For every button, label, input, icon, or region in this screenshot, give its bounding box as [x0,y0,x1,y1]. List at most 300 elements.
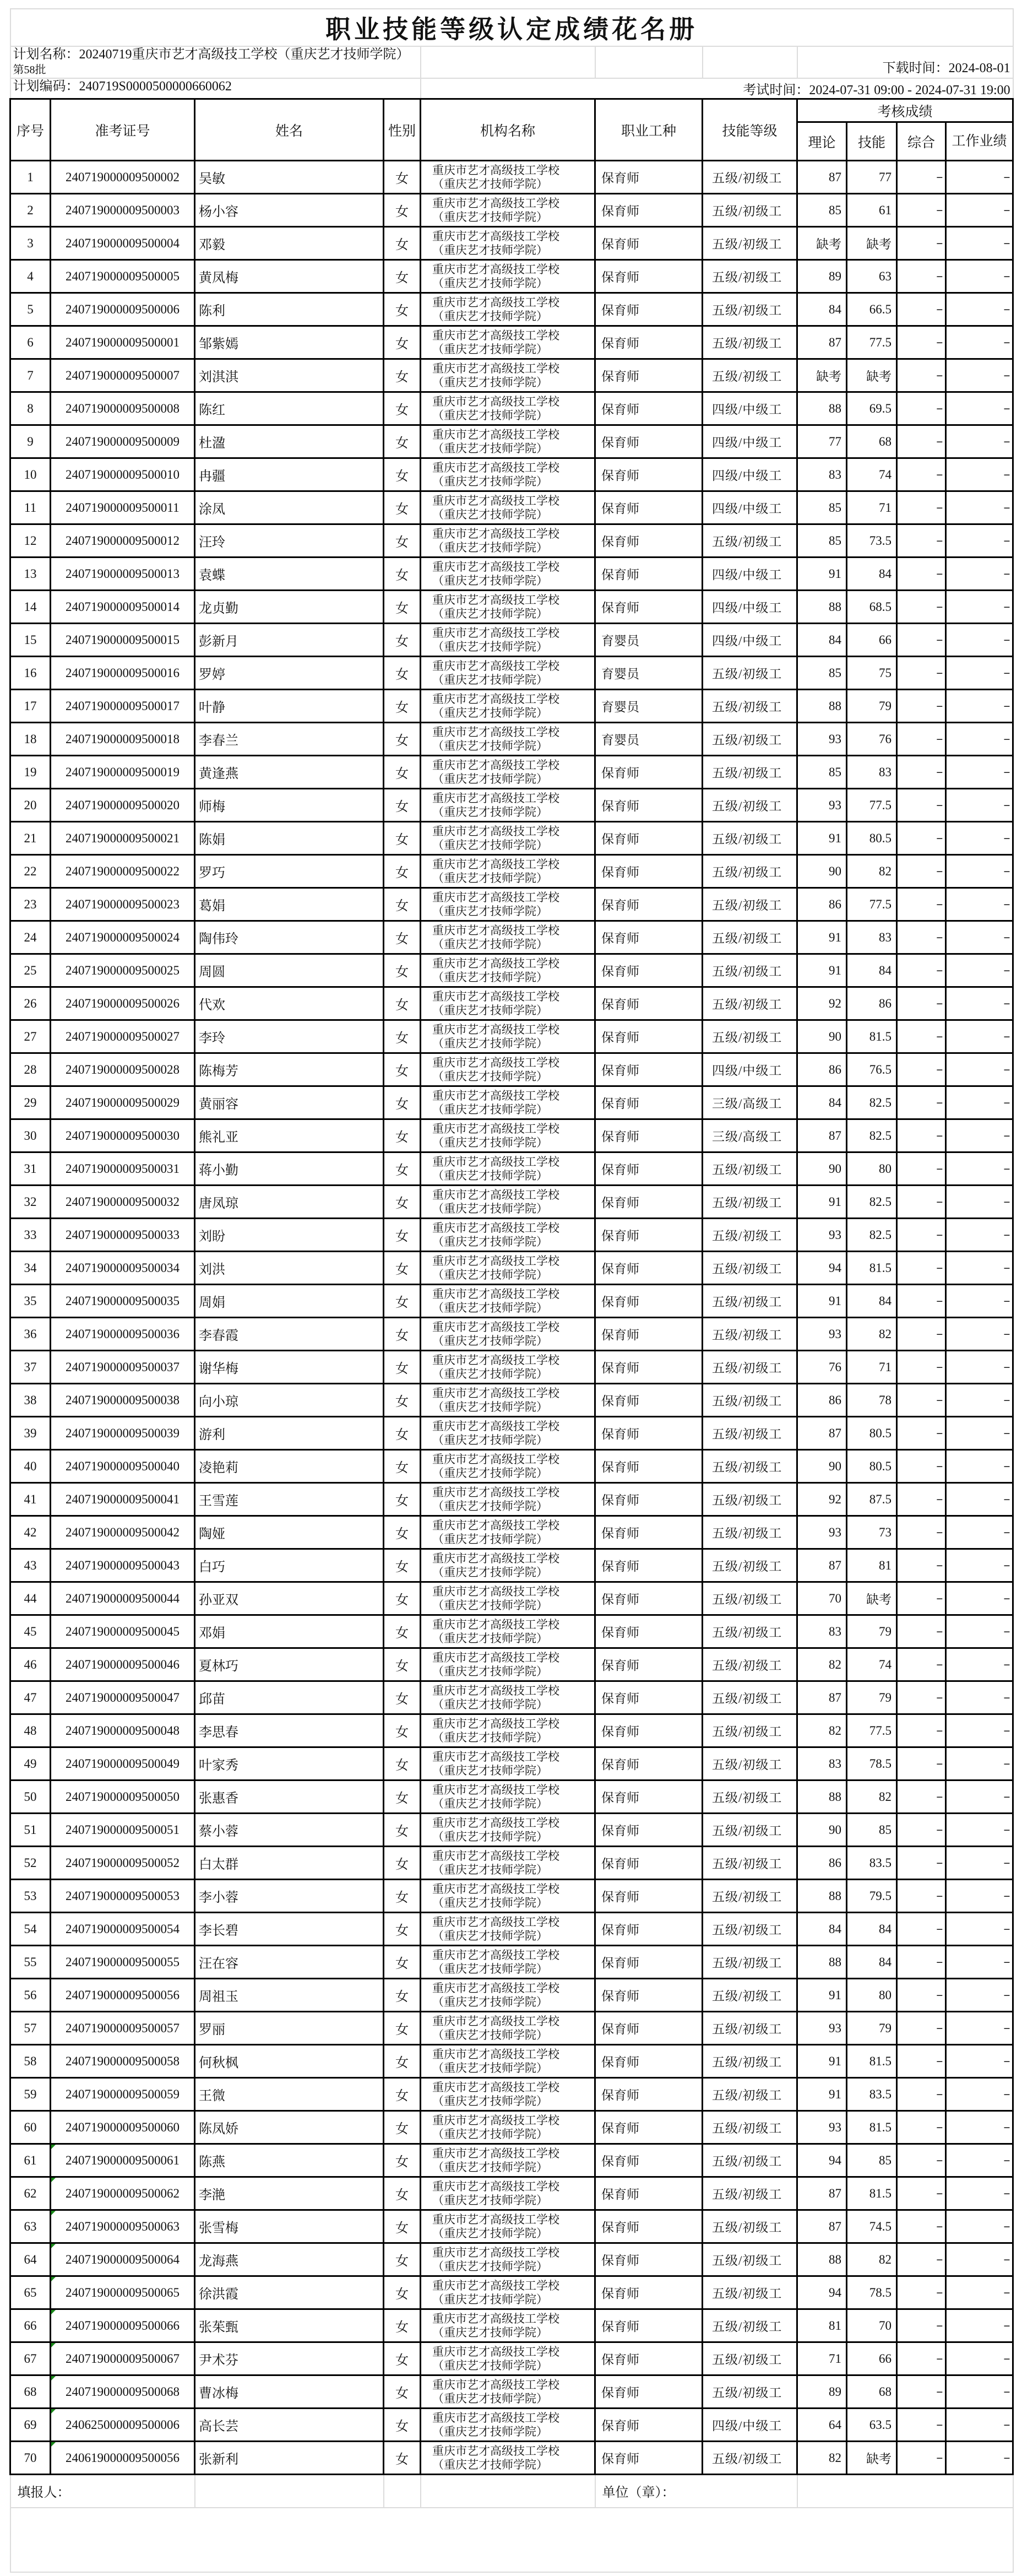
name-cell: 张茱甄 [195,2309,384,2342]
composite-score: -- [897,1318,946,1351]
skill-score: 83 [847,756,897,789]
batch-label: 第58批 [13,64,46,76]
seq-cell: 52 [10,1847,51,1880]
work-score: -- [946,1913,1013,1946]
exam-id-cell: 240719000009500050 [51,1781,195,1814]
org-cell: 重庆市艺才高级技工学校（重庆艺才技师学院） [421,1450,595,1483]
composite-score: -- [897,458,946,491]
org-cell: 重庆市艺才高级技工学校（重庆艺才技师学院） [421,425,595,458]
org-cell: 重庆市艺才高级技工学校（重庆艺才技师学院） [421,2177,595,2210]
work-score: -- [946,822,1013,855]
work-score: -- [946,1086,1013,1119]
gender-cell: 女 [384,1747,421,1781]
exam-id-cell: 240719000009500012 [51,524,195,558]
org-cell: 重庆市艺才高级技工学校（重庆艺才技师学院） [421,2210,595,2243]
table-row [10,921,1013,954]
level-cell: 五级/初级工 [703,194,797,227]
skill-score: 83 [847,921,897,954]
table-row [10,2012,1013,2045]
composite-score: -- [897,260,946,293]
seq-cell: 7 [10,359,51,392]
level-cell: 五级/初级工 [703,888,797,921]
exam-id-cell: 240719000009500006 [51,293,195,326]
org-cell: 重庆市艺才高级技工学校（重庆艺才技师学院） [421,326,595,359]
theory-score: 93 [797,1516,847,1549]
theory-score: 91 [797,921,847,954]
plan-name-cell [10,46,421,78]
org-cell: 重庆市艺才高级技工学校（重庆艺才技师学院） [421,1714,595,1747]
composite-score: -- [897,1615,946,1648]
level-cell: 五级/初级工 [703,1285,797,1318]
occupation-cell: 保育师 [595,1119,703,1152]
gender-cell: 女 [384,1417,421,1450]
exam-id-cell: 240719000009500061 [51,2144,195,2177]
table-row [10,624,1013,657]
occupation-cell: 保育师 [595,1880,703,1913]
theory-score: 91 [797,1285,847,1318]
work-score: -- [946,2243,1013,2276]
skill-score: 73 [847,1516,897,1549]
table-row [10,2442,1013,2475]
level-cell: 五级/初级工 [703,1483,797,1516]
gender-cell: 女 [384,723,421,756]
occupation-cell: 育婴员 [595,657,703,690]
composite-score: -- [897,1450,946,1483]
theory-score: 85 [797,194,847,227]
gender-cell: 女 [384,1648,421,1681]
occupation-cell: 保育师 [595,855,703,888]
composite-score: -- [897,1880,946,1913]
level-cell: 五级/初级工 [703,1714,797,1747]
gender-cell: 女 [384,1516,421,1549]
occupation-cell: 保育师 [595,1450,703,1483]
composite-score: -- [897,2210,946,2243]
header-level: 技能等级 [703,99,797,161]
level-cell: 五级/初级工 [703,723,797,756]
exam-id-cell: 240719000009500015 [51,624,195,657]
exam-id-cell: 240719000009500040 [51,1450,195,1483]
name-cell: 李玲 [195,1020,384,1053]
work-score: -- [946,1648,1013,1681]
page-title: 职业技能等级认定成绩花名册 [10,9,1013,46]
theory-score: 87 [797,1119,847,1152]
seq-cell: 9 [10,425,51,458]
name-cell: 杨小容 [195,194,384,227]
level-cell: 四级/中级工 [703,458,797,491]
download-time: 下载时间：2024-08-01 [797,46,1013,78]
org-cell: 重庆市艺才高级技工学校（重庆艺才技师学院） [421,1152,595,1186]
seq-cell: 70 [10,2442,51,2475]
name-cell: 周祖玉 [195,1979,384,2012]
composite-score: -- [897,1814,946,1847]
exam-id-cell: 240719000009500068 [51,2375,195,2409]
seq-cell: 53 [10,1880,51,1913]
name-cell: 陈红 [195,392,384,425]
work-score: -- [946,1781,1013,1814]
level-cell: 五级/初级工 [703,2210,797,2243]
occupation-cell: 育婴员 [595,723,703,756]
theory-score: 90 [797,1152,847,1186]
table-row [10,2078,1013,2111]
seq-cell: 45 [10,1615,51,1648]
seq-cell: 12 [10,524,51,558]
composite-score: -- [897,524,946,558]
gender-cell: 女 [384,524,421,558]
skill-score: 68 [847,2375,897,2409]
table-row [10,1516,1013,1549]
table-row [10,2342,1013,2375]
name-cell: 罗巧 [195,855,384,888]
gender-cell: 女 [384,2111,421,2144]
org-cell: 重庆市艺才高级技工学校（重庆艺才技师学院） [421,392,595,425]
composite-score: -- [897,1516,946,1549]
seq-cell: 48 [10,1714,51,1747]
header-theory: 理论 [797,122,847,161]
seq-cell: 68 [10,2375,51,2409]
occupation-cell: 保育师 [595,1648,703,1681]
name-cell: 涂凤 [195,491,384,524]
table-row [10,2409,1013,2442]
composite-score: -- [897,1152,946,1186]
exam-id-cell: 240719000009500028 [51,1053,195,1086]
exam-id-cell: 240719000009500001 [51,326,195,359]
exam-id-cell: 240719000009500025 [51,954,195,987]
table-row [10,657,1013,690]
exam-id-cell: 240719000009500062 [51,2177,195,2210]
exam-id-cell: 240719000009500020 [51,789,195,822]
seq-cell: 67 [10,2342,51,2375]
org-cell: 重庆市艺才高级技工学校（重庆艺才技师学院） [421,1053,595,1086]
gender-cell: 女 [384,425,421,458]
theory-score: 84 [797,1086,847,1119]
seq-cell: 65 [10,2276,51,2309]
org-cell: 重庆市艺才高级技工学校（重庆艺才技师学院） [421,2045,595,2078]
empty-cell [421,46,595,78]
org-cell: 重庆市艺才高级技工学校（重庆艺才技师学院） [421,921,595,954]
work-score: -- [946,1450,1013,1483]
table-row [10,1814,1013,1847]
theory-score: 76 [797,1351,847,1384]
table-row [10,1681,1013,1714]
seq-cell: 43 [10,1549,51,1582]
work-score: -- [946,293,1013,326]
work-score: -- [946,1053,1013,1086]
skill-score: 79 [847,2012,897,2045]
composite-score: -- [897,1681,946,1714]
gender-cell: 女 [384,1351,421,1384]
occupation-cell: 保育师 [595,2442,703,2475]
theory-score: 91 [797,1979,847,2012]
work-score: -- [946,2111,1013,2144]
gender-cell: 女 [384,1086,421,1119]
org-cell: 重庆市艺才高级技工学校（重庆艺才技师学院） [421,591,595,624]
seq-cell: 2 [10,194,51,227]
composite-score: -- [897,1714,946,1747]
exam-id-cell: 240719000009500019 [51,756,195,789]
occupation-cell: 保育师 [595,2309,703,2342]
gender-cell: 女 [384,888,421,921]
composite-score: -- [897,591,946,624]
work-score: -- [946,558,1013,591]
theory-score: 86 [797,1053,847,1086]
skill-score: 79 [847,690,897,723]
occupation-cell: 保育师 [595,491,703,524]
org-cell: 重庆市艺才高级技工学校（重庆艺才技师学院） [421,2243,595,2276]
composite-score: -- [897,1285,946,1318]
work-score: -- [946,2012,1013,2045]
occupation-cell: 保育师 [595,1152,703,1186]
occupation-cell: 保育师 [595,888,703,921]
occupation-cell: 保育师 [595,2111,703,2144]
work-score: -- [946,326,1013,359]
name-cell: 陈凤娇 [195,2111,384,2144]
work-score: -- [946,855,1013,888]
seq-cell: 14 [10,591,51,624]
name-cell: 陈梅芳 [195,1053,384,1086]
exam-id-cell: 240719000009500037 [51,1351,195,1384]
gender-cell: 女 [384,359,421,392]
org-cell: 重庆市艺才高级技工学校（重庆艺才技师学院） [421,524,595,558]
org-cell: 重庆市艺才高级技工学校（重庆艺才技师学院） [421,260,595,293]
occupation-cell: 保育师 [595,1516,703,1549]
composite-score: -- [897,690,946,723]
skill-score: 缺考 [847,2442,897,2475]
composite-score: -- [897,855,946,888]
table-row [10,1648,1013,1681]
table-row [10,1053,1013,1086]
level-cell: 五级/初级工 [703,690,797,723]
org-cell: 重庆市艺才高级技工学校（重庆艺才技师学院） [421,690,595,723]
table-row [10,1318,1013,1351]
seq-cell: 44 [10,1582,51,1615]
table-row [10,756,1013,789]
gender-cell: 女 [384,1483,421,1516]
occupation-cell: 保育师 [595,2276,703,2309]
gender-cell: 女 [384,921,421,954]
exam-id-cell: 240719000009500067 [51,2342,195,2375]
gender-cell: 女 [384,1053,421,1086]
org-cell: 重庆市艺才高级技工学校（重庆艺才技师学院） [421,491,595,524]
skill-score: 82.5 [847,1219,897,1252]
level-cell: 五级/初级工 [703,1186,797,1219]
work-score: -- [946,2177,1013,2210]
org-cell: 重庆市艺才高级技工学校（重庆艺才技师学院） [421,987,595,1020]
table-row [10,524,1013,558]
work-score: -- [946,888,1013,921]
gender-cell: 女 [384,2177,421,2210]
theory-score: 64 [797,2409,847,2442]
composite-score: -- [897,1119,946,1152]
exam-id-cell: 240719000009500065 [51,2276,195,2309]
composite-score: -- [897,161,946,194]
skill-score: 缺考 [847,1582,897,1615]
level-cell: 五级/初级工 [703,1913,797,1946]
name-cell: 李小蓉 [195,1880,384,1913]
name-cell: 邹紫嫣 [195,326,384,359]
composite-score: -- [897,987,946,1020]
skill-score: 80 [847,1152,897,1186]
level-cell: 五级/初级工 [703,2111,797,2144]
occupation-cell: 保育师 [595,756,703,789]
exam-id-cell: 240719000009500046 [51,1648,195,1681]
work-score: -- [946,1714,1013,1747]
gender-cell: 女 [384,1252,421,1285]
exam-id-cell: 240719000009500035 [51,1285,195,1318]
level-cell: 五级/初级工 [703,1351,797,1384]
name-cell: 陶伟玲 [195,921,384,954]
org-cell: 重庆市艺才高级技工学校（重庆艺才技师学院） [421,723,595,756]
table-row [10,260,1013,293]
level-cell: 五级/初级工 [703,1648,797,1681]
org-cell: 重庆市艺才高级技工学校（重庆艺才技师学院） [421,293,595,326]
theory-score: 缺考 [797,359,847,392]
seq-cell: 23 [10,888,51,921]
composite-score: -- [897,1913,946,1946]
work-score: -- [946,1119,1013,1152]
occupation-cell: 保育师 [595,1913,703,1946]
org-cell: 重庆市艺才高级技工学校（重庆艺才技师学院） [421,1681,595,1714]
composite-score: -- [897,2078,946,2111]
composite-score: -- [897,2409,946,2442]
composite-score: -- [897,392,946,425]
work-score: -- [946,2045,1013,2078]
work-score: -- [946,227,1013,260]
occupation-cell: 保育师 [595,1351,703,1384]
name-cell: 李思春 [195,1714,384,1747]
theory-score: 93 [797,2012,847,2045]
seq-cell: 22 [10,855,51,888]
header-org: 机构名称 [421,99,595,161]
level-cell: 五级/初级工 [703,921,797,954]
skill-score: 80 [847,1979,897,2012]
work-score: -- [946,2442,1013,2475]
seq-cell: 13 [10,558,51,591]
table-row [10,1913,1013,1946]
org-cell: 重庆市艺才高级技工学校（重庆艺才技师学院） [421,1516,595,1549]
occupation-cell: 保育师 [595,1681,703,1714]
empty-cell [195,2475,384,2508]
name-cell: 刘盼 [195,1219,384,1252]
name-cell: 孙亚双 [195,1582,384,1615]
work-score: -- [946,1417,1013,1450]
exam-id-cell: 240719000009500044 [51,1582,195,1615]
gender-cell: 女 [384,2078,421,2111]
occupation-cell: 保育师 [595,227,703,260]
exam-id-cell: 240719000009500032 [51,1186,195,1219]
composite-score: -- [897,1417,946,1450]
skill-score: 73.5 [847,524,897,558]
level-cell: 三级/高级工 [703,1086,797,1119]
theory-score: 83 [797,1615,847,1648]
gender-cell: 女 [384,2144,421,2177]
name-cell: 张新利 [195,2442,384,2475]
theory-score: 85 [797,657,847,690]
name-cell: 蒋小勤 [195,1152,384,1186]
org-cell: 重庆市艺才高级技工学校（重庆艺才技师学院） [421,1615,595,1648]
occupation-cell: 保育师 [595,2012,703,2045]
composite-score: -- [897,227,946,260]
org-cell: 重庆市艺才高级技工学校（重庆艺才技师学院） [421,2078,595,2111]
plan-code: 计划编码：240719S0000500000660062 [10,78,421,99]
composite-score: -- [897,888,946,921]
composite-score: -- [897,1252,946,1285]
skill-score: 68 [847,425,897,458]
level-cell: 五级/初级工 [703,1549,797,1582]
theory-score: 84 [797,624,847,657]
gender-cell: 女 [384,855,421,888]
name-cell: 葛娟 [195,888,384,921]
level-cell: 五级/初级工 [703,1814,797,1847]
gender-cell: 女 [384,954,421,987]
occupation-cell: 保育师 [595,1053,703,1086]
theory-score: 88 [797,1880,847,1913]
name-cell: 汪在容 [195,1946,384,1979]
name-cell: 邱苗 [195,1681,384,1714]
exam-id-cell: 240719000009500007 [51,359,195,392]
occupation-cell: 保育师 [595,2177,703,2210]
org-cell: 重庆市艺才高级技工学校（重庆艺才技师学院） [421,2012,595,2045]
table-row [10,1086,1013,1119]
occupation-cell: 保育师 [595,1814,703,1847]
level-cell: 五级/初级工 [703,2342,797,2375]
table-row [10,491,1013,524]
empty-cell [421,2475,595,2508]
skill-score: 84 [847,954,897,987]
theory-score: 71 [797,2342,847,2375]
org-cell: 重庆市艺才高级技工学校（重庆艺才技师学院） [421,1814,595,1847]
org-cell: 重庆市艺才高级技工学校（重庆艺才技师学院） [421,756,595,789]
name-cell: 张雪梅 [195,2210,384,2243]
org-cell: 重庆市艺才高级技工学校（重庆艺才技师学院） [421,1219,595,1252]
table-row [10,2111,1013,2144]
gender-cell: 女 [384,1913,421,1946]
org-cell: 重庆市艺才高级技工学校（重庆艺才技师学院） [421,1648,595,1681]
header-occupation: 职业工种 [595,99,703,161]
table-row [10,458,1013,491]
level-cell: 四级/中级工 [703,392,797,425]
work-score: -- [946,1020,1013,1053]
skill-score: 87.5 [847,1483,897,1516]
name-cell: 周娟 [195,1285,384,1318]
theory-score: 83 [797,1747,847,1781]
gender-cell: 女 [384,657,421,690]
org-cell: 重庆市艺才高级技工学校（重庆艺才技师学院） [421,2144,595,2177]
gender-cell: 女 [384,1681,421,1714]
exam-id-cell: 240719000009500041 [51,1483,195,1516]
exam-id-cell: 240719000009500036 [51,1318,195,1351]
skill-score: 82 [847,855,897,888]
table-row [10,1186,1013,1219]
work-score: -- [946,921,1013,954]
level-cell: 五级/初级工 [703,2012,797,2045]
level-cell: 五级/初级工 [703,1516,797,1549]
seq-cell: 59 [10,2078,51,2111]
exam-id-cell: 240719000009500016 [51,657,195,690]
gender-cell: 女 [384,789,421,822]
skill-score: 74 [847,458,897,491]
org-cell: 重庆市艺才高级技工学校（重庆艺才技师学院） [421,2409,595,2442]
exam-id-cell: 240719000009500010 [51,458,195,491]
exam-id-cell: 240619000009500056 [51,2442,195,2475]
occupation-cell: 保育师 [595,1483,703,1516]
level-cell: 五级/初级工 [703,954,797,987]
skill-score: 81.5 [847,1252,897,1285]
work-score: -- [946,756,1013,789]
level-cell: 五级/初级工 [703,1681,797,1714]
composite-score: -- [897,2375,946,2409]
occupation-cell: 保育师 [595,326,703,359]
theory-score: 92 [797,987,847,1020]
